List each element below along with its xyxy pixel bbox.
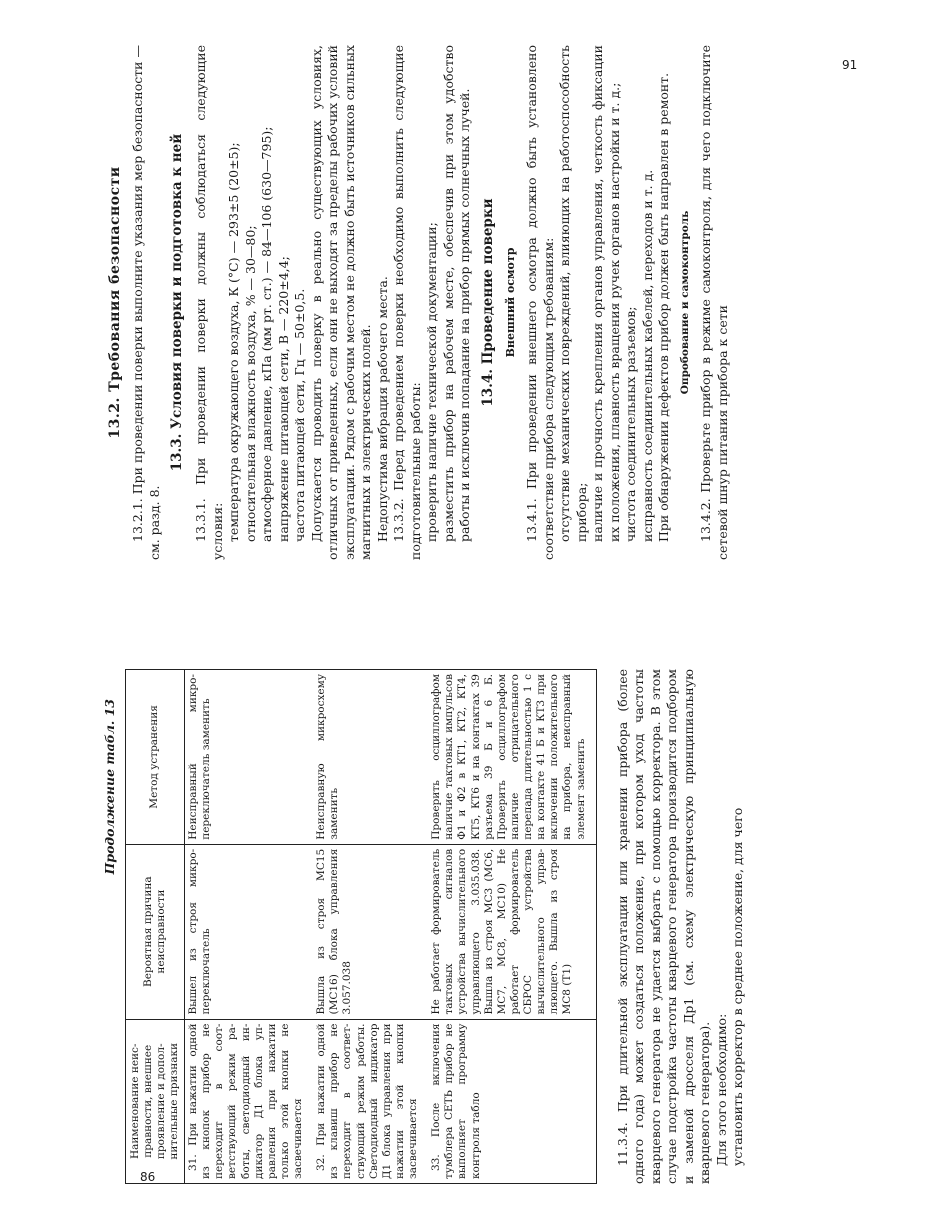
paragraph-13-3-2: 13.3.2. Перед проведением поверки необходимо выполнить следующие подготовительные работы:: [391, 45, 423, 560]
row-remedy: Неисправный микропереключатель заменить: [185, 670, 314, 845]
requirement-controls: наличие и прочность крепления органов управления, четкость фиксации их положения, плавность вращения ручек органов настройки и т. д.;: [590, 45, 622, 542]
page-number-right: 91: [842, 58, 858, 72]
page-number-left: 86: [140, 1170, 156, 1184]
condition-pressure: атмосферное давление, кПа (мм рт. ст.) — 84—106 (630—795);: [259, 126, 275, 542]
header-remedy: Метод устранения: [125, 670, 185, 845]
row-symptom: 32. При нажатии одной из клавиш прибор не переходит в соответствующий режим работы. Светодиодный индикатор Д1 блока управления при нажатии этой кнопки засвечивается: [313, 1019, 428, 1183]
row-symptom: 31. При нажатии одной из кнопок прибор не переходит в соответствующий режим работы, светодиодный индикатор Д1 блока управления при нажатии только этой кнопки не засвечивается: [185, 1019, 314, 1183]
paragraph-vibration: Недопустима вибрация рабочего места.: [374, 276, 390, 542]
condition-frequency: частота питающей сети, Гц — 50±0,5.: [292, 288, 308, 542]
row-remedy: Проверить осциллографом наличие тактовых импульсов Ф1 и Ф2 в КТ1, КТ2, КТ4, КТ5, КТ6 и на контактах 39 разъема 39 Б и 6 Б. Проверить осциллографом наличие отрицательного перепада длительностью 1 с на контакте 41 Б и КТ3 при включении положительного на прибора, неисправный элемент заменить: [428, 670, 596, 845]
paragraph-set-corrector: установить корректор в среднее положение, для чего: [730, 807, 746, 1166]
requirement-cables: исправность соединительных кабелей, переходов и т. д.: [639, 169, 655, 542]
row-cause: Не работает формирователь тактовых сигналов устройства вычислительного управляющего 3.035.038. Вышла из строя МС3 (МС6, МС7, МС8, МС10) Не работает формирователь СБРОС устройства вычислительного управляющего. Вышла из строя МС8 (Т1): [428, 844, 596, 1019]
paragraph-necessary: Для этого необходимо:: [713, 1013, 729, 1166]
paragraph-13-4-2: 13.4.2. Проверьте прибор в режиме самоконтроля, для чего подключите сетевой шнур питания прибора к сети: [698, 45, 730, 560]
row-remedy: Неисправную микросхему заменить: [313, 670, 428, 845]
table-row: [185, 670, 314, 1184]
header-symptom: Наименование неисправности, внешнее проявление и дополнительные признаки: [125, 1019, 185, 1183]
requirement-connectors: чистота соединительных разъемов;: [623, 306, 639, 542]
header-cause: Вероятная причина неисправности: [125, 844, 185, 1019]
right-page: [102, 45, 822, 560]
condition-humidity: относительная влажность воздуха, % — 30—80;: [242, 225, 258, 542]
row-cause: Вышел из строя микропереключатель: [185, 844, 314, 1019]
prep-placement: разместить прибор на рабочем месте, обеспечив при этом удобство работы и исключив попадание на прибор прямых солнечных лучей.: [440, 45, 473, 542]
table-header-row: [125, 670, 185, 1184]
paragraph-13-2-1: 13.2.1. При проведении поверки выполните указания мер безопасности — см. разд. 8.: [130, 45, 162, 560]
section-13-4-title: 13.4. Проведение поверки: [479, 198, 496, 407]
section-13-2-title: 13.2. Требования безопасности: [107, 166, 123, 439]
condition-voltage: напряжение питающей сети, В — 220±4,4;: [275, 256, 291, 542]
requirement-no-damage: отсутствие механических повреждений, влияющих на работоспособность прибора;: [557, 45, 589, 542]
subsection-external-inspection: Внешний осмотр: [503, 247, 517, 358]
paragraph-11-3-4: 11.3.4. При длительной эксплуатации или хранении прибора (более одного года) может создаться положение, при котором уход частоты кварцевого генератора не удается выбрать с помощью корректора. В этом случае подстройка частоты кварцевого генератора производится подбором и заменой дросселя Др1 (см. схему электрическую принципиальную кварцевого генератора).: [614, 669, 713, 1184]
section-13-3-title: 13.3. Условия поверки и подготовка к ней: [169, 133, 186, 472]
paragraph-defects: При обнаружении дефектов прибор должен быть направлен в ремонт.: [656, 72, 672, 542]
table-row: [428, 670, 596, 1184]
row-cause: Вышла из строя МС15 (МС16) блока управления 3.057.038: [313, 844, 428, 1019]
left-page: [102, 669, 822, 1184]
paragraph-13-3-1: 13.3.1. При проведении поверки должны соблюдаться следующие условия:: [193, 45, 225, 560]
table-row: [313, 670, 428, 1184]
paragraph-allowed-conditions: Допускается проводить поверку в реально существующих условиях, отличных от приведенных, если они не выходят за пределы рабочих условий эксплуатации. Рядом с рабочим местом не должно быть источников сильных магнитных и электрических полей.: [308, 45, 374, 560]
condition-temperature: температура окружающего воздуха, К (°С) — 293±5 (20±5);: [226, 142, 242, 542]
malfunction-table: [125, 669, 597, 1184]
table-continuation-label: Продолжение табл. 13: [102, 699, 117, 875]
prep-documentation: проверить наличие технической документации;: [424, 222, 440, 542]
row-symptom: 33. После включения тумблера СЕТЬ прибор не выполняет программу контроля табло: [428, 1019, 596, 1183]
subsection-testing: Опробование и самоконтроль: [678, 210, 691, 395]
paragraph-13-4-1: 13.4.1. При проведении внешнего осмотра должно быть установлено соответствие прибора следующим требованиям:: [524, 45, 556, 560]
